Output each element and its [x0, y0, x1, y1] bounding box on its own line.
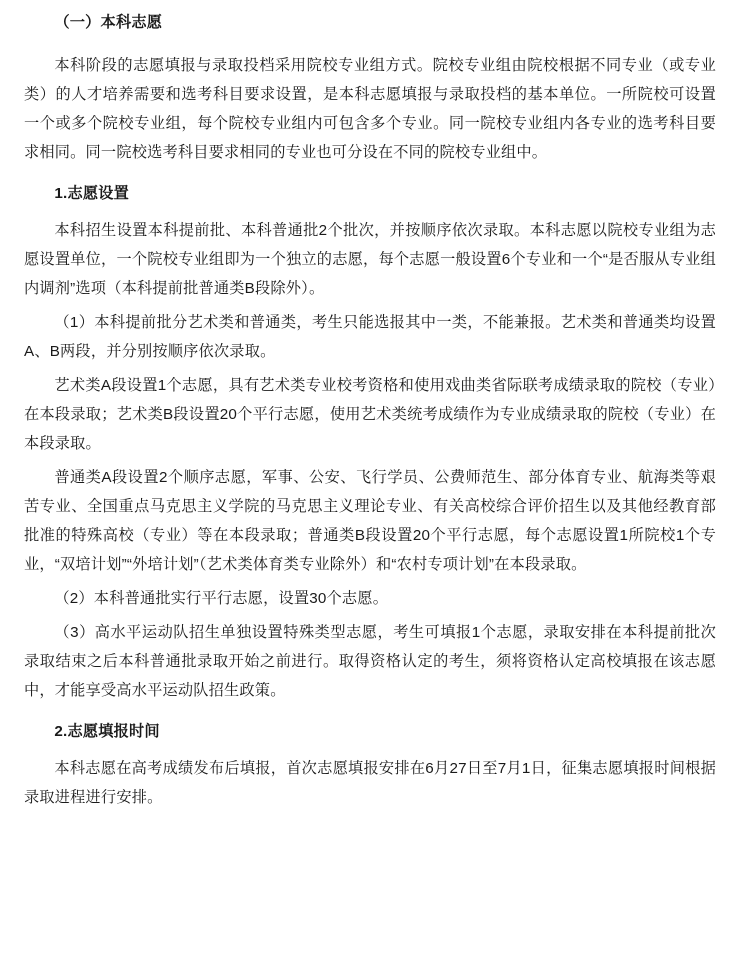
section-heading: （一）本科志愿 — [54, 14, 163, 31]
subsection-2-title: 2.志愿填报时间 — [54, 723, 160, 740]
paragraph: 普通类A段设置2个顺序志愿，军事、公安、飞行学员、公费师范生、部分体育专业、航海类等艰苦专业、全国重点马克思主义学院的马克思主义理论专业、有关高校综合评价招生以及其他经教育部批准的特殊高校（专业）等在本段录取；普通类B段设置20个平行志愿，每个志愿设置1所院校1个专业，“双培计划”“外培计划”（艺术类体育类专业除外）和“农村专项计划”在本段录取。 — [24, 469, 716, 573]
closing-paragraph: 本科志愿在高考成绩发布后填报，首次志愿填报安排在6月27日至7月1日，征集志愿填报时间根据录取进程进行安排。 — [24, 760, 716, 806]
document-body — [24, 8, 716, 812]
paragraph: （3）高水平运动队招生单独设置特殊类型志愿，考生可填报1个志愿，录取安排在本科提前批次录取结束之后本科普通批录取开始之前进行。取得资格认定的考生，须将资格认定高校填报在该志愿中，才能享受高水平运动队招生政策。 — [24, 624, 716, 699]
paragraph: 本科招生设置本科提前批、本科普通批2个批次，并按顺序依次录取。本科志愿以院校专业组为志愿设置单位，一个院校专业组即为一个独立的志愿，每个志愿一般设置6个专业和一个“是否服从专业组内调剂”选项（本科提前批普通类B段除外）。 — [24, 222, 716, 297]
paragraph: （1）本科提前批分艺术类和普通类，考生只能选报其中一类，不能兼报。艺术类和普通类均设置A、B两段，并分别按顺序依次录取。 — [24, 314, 716, 360]
subsection-1-title: 1.志愿设置 — [54, 185, 130, 202]
paragraph: （2）本科普通批实行平行志愿，设置30个志愿。 — [54, 590, 389, 607]
intro-paragraph: 本科阶段的志愿填报与录取投档采用院校专业组方式。院校专业组由院校根据不同专业（或专业类）的人才培养需要和选考科目要求设置，是本科志愿填报与录取投档的基本单位。一所院校可设置一个或多个院校专业组，每个院校专业组内可包含多个专业。同一院校专业组内各专业的选考科目要求相同。同一院校选考科目要求相同的专业也可分设在不同的院校专业组中。 — [24, 57, 716, 161]
paragraph: 艺术类A段设置1个志愿，具有艺术类专业校考资格和使用戏曲类省际联考成绩录取的院校（专业）在本段录取；艺术类B段设置20个平行志愿，使用艺术类统考成绩作为专业成绩录取的院校（专业）在本段录取。 — [24, 377, 716, 452]
